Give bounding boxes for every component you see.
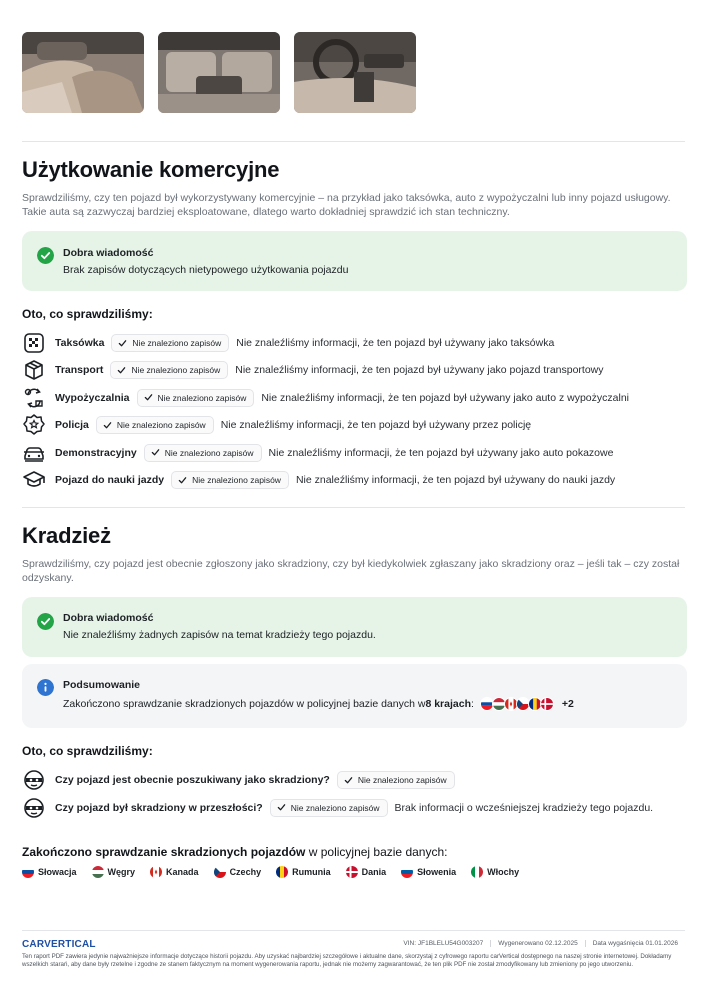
commercial-check-row [22,413,531,437]
good-news-title: Dobra wiadomość [63,247,154,259]
box-icon [22,358,46,382]
country-name: Słowacja [38,867,77,877]
summary-text [63,697,574,711]
theft-check-row [22,796,653,820]
checkmark-icon [344,776,353,785]
summary-text-end: : [471,698,474,710]
no-records-badge [110,361,228,379]
commercial-check-row [22,441,613,465]
theft-good-news [22,597,687,657]
country-name: Węgry [107,867,136,877]
police-title-rest: w policyjnej bazie danych: [305,845,448,859]
graduation-cap-icon [22,468,46,492]
country-item [92,866,136,878]
check-circle-icon [37,247,54,264]
summary-title: Podsumowanie [63,679,141,691]
country-item [276,866,331,878]
no-records-badge [270,799,388,817]
badge-text: Nie znaleziono zapisów [157,392,247,403]
check-label: Demonstracyjny [55,446,137,459]
logo-part-b: VERTICAL [44,939,96,950]
country-name: Kanada [166,867,199,877]
thief-mask-icon [22,768,46,792]
flag-slovakia-icon [22,866,34,878]
country-name: Słowenia [417,867,457,877]
commercial-description: Sprawdziliśmy, czy ten pojazd był wykorzystywany komercyjnie – na przykład jako taksówka, auto z wypożyczalni lub inny pojazd usługowy. Takie auta są zazwyczaj bardziej eksploatowane, dlatego warto dokładniej sprawdzić ich stan techniczny. [22,192,671,218]
flag-denmark-icon [540,697,554,711]
check-result-text: Nie znaleźliśmy informacji, że ten pojazd był używany jako auto pokazowe [268,446,614,459]
photo-dashboard[interactable] [294,32,416,113]
demo-car-icon [22,441,46,465]
commercial-title: Użytkowanie komercyjne [22,157,280,182]
good-news-text: Brak zapisów dotyczących nietypowego użytkowania pojazdu [63,264,349,276]
check-result-text: Nie znaleźliśmy informacji, że ten pojazd był używany jako auto z wypożyczalni [261,391,629,404]
commercial-good-news [22,231,687,291]
flag-czechia-icon [214,866,226,878]
flag-romania-icon [276,866,288,878]
check-label: Pojazd do nauki jazdy [55,474,165,486]
summary-more-countries[interactable]: +2 [561,698,574,710]
checkmark-icon [277,803,286,812]
checkmark-icon [151,448,160,457]
divider [22,507,685,508]
no-records-badge [111,334,229,352]
police-badge-icon [22,413,46,437]
good-news-title: Dobra wiadomość [63,612,154,624]
logo-part-a: CAR [22,939,45,950]
badge-text: Nie znaleziono zapisów [116,420,206,431]
theft-summary [22,664,687,728]
check-circle-icon [37,613,54,630]
no-records-badge [171,471,289,489]
checkmark-icon [178,476,187,485]
carvertical-logo[interactable] [22,939,96,950]
check-label: Wypożyczalnia [55,391,130,404]
country-name: Włochy [487,867,520,877]
flag-canada-icon [150,866,162,878]
country-item [22,866,77,878]
theft-check-row [22,768,462,792]
check-result-text: Nie znaleźliśmy informacji, że ten pojazd był używany jako pojazd transportowy [235,364,604,377]
commercial-check-row [22,468,615,492]
expiry-date: Data wygaśnięcia 01.01.2026 [585,940,685,947]
generated-date: Wygenerowano 02.12.2025 [490,940,584,947]
good-news-text: Nie znaleźliśmy żadnych zapisów na temat kradzieży tego pojazdu. [63,629,376,641]
checkmark-icon [118,339,127,348]
badge-text: Nie znaleziono zapisów [164,447,254,458]
badge-text: Nie znaleziono zapisów [131,365,221,376]
photo-rear-seats[interactable] [158,32,280,113]
commercial-check-row [22,358,604,382]
disclaimer: Ten raport PDF zawiera jedynie najważniejsze informacje dotyczące historii pojazdu. Aby uzyskać najbardziej szczegółowe i aktualne dane, skorzystaj z cyfrowego raportu carVertical dostępnego na naszej stronie internetowej. Dokładamy wszelkich starań, aby dane były rzetelne i zgodne ze stanem faktycznym na moment wygenerowania raportu, jednak nie możemy zagwarantować, że ten plik PDF nie został zmodyfikowany lub zmieniony po jego utworzeniu. [22,953,672,969]
no-records-badge [96,416,214,434]
country-item [214,866,262,878]
country-name: Rumunia [292,867,331,877]
commercial-check-row [22,331,554,355]
country-item [471,866,519,878]
police-title-bold: Zakończono sprawdzanie skradzionych pojazdów [22,845,306,859]
check-result-text: Brak informacji o wcześniejszej kradzieży tego pojazdu. [394,801,654,814]
country-item [346,866,387,878]
photo-gallery [22,32,416,113]
badge-text: Nie znaleziono zapisów [192,475,281,485]
police-database-title [22,845,447,859]
taxi-icon [22,331,46,355]
flag-hungary-icon [92,866,104,878]
check-label: Czy pojazd był skradziony w przeszłości? [55,801,263,814]
country-item [150,866,199,878]
flag-slovenia-icon [401,866,413,878]
badge-text: Nie znaleziono zapisów [290,802,380,813]
badge-text: Nie znaleziono zapisów [132,338,222,348]
footer-divider [22,930,685,931]
photo-front-seats[interactable] [22,32,144,113]
badge-text: Nie znaleziono zapisów [357,775,447,785]
commercial-check-row [22,386,629,410]
country-list [22,866,534,878]
checked-title: Oto, co sprawdziliśmy: [22,307,153,321]
vin-number: VIN: JF1BLELU54G003207 [403,940,484,947]
checked-title: Oto, co sprawdziliśmy: [22,744,153,758]
checkmark-icon [103,421,112,430]
no-records-badge [337,771,455,789]
summary-flags [482,697,554,711]
thief-mask-icon [22,796,46,820]
report-meta [396,940,685,947]
check-label: Policja [55,419,89,432]
rental-icon [22,386,46,410]
country-name: Dania [361,867,387,877]
theft-title: Kradzież [22,523,111,548]
flag-denmark-icon [346,866,358,878]
check-result-text: Nie znaleźliśmy informacji, że ten pojazd był używany do nauki jazdy [295,474,616,486]
check-label: Taksówka [55,337,105,349]
flag-italy-icon [471,866,483,878]
info-icon [37,679,54,696]
checkmark-icon [117,366,126,375]
check-result-text: Nie znaleźliśmy informacji, że ten pojazd był używany jako taksówka [236,337,555,349]
country-item [401,866,456,878]
check-result-text: Nie znaleźliśmy informacji, że ten pojazd był używany przez policję [220,419,532,432]
no-records-badge [144,444,262,462]
divider [22,141,685,142]
check-label: Czy pojazd jest obecnie poszukiwany jako skradziony? [55,774,330,786]
check-label: Transport [55,364,104,377]
checkmark-icon [144,393,153,402]
country-name: Czechy [229,867,262,877]
summary-country-count: 8 krajach [425,698,471,710]
no-records-badge [137,389,255,407]
summary-text-start: Zakończono sprawdzanie skradzionych pojazdów w policyjnej bazie danych w [63,698,426,710]
theft-description: Sprawdziliśmy, czy pojazd jest obecnie zgłoszony jako skradziony, czy był kiedykolwiek zgłaszany jako skradziony oraz – jeśli tak – czy został odzyskany. [22,558,680,584]
